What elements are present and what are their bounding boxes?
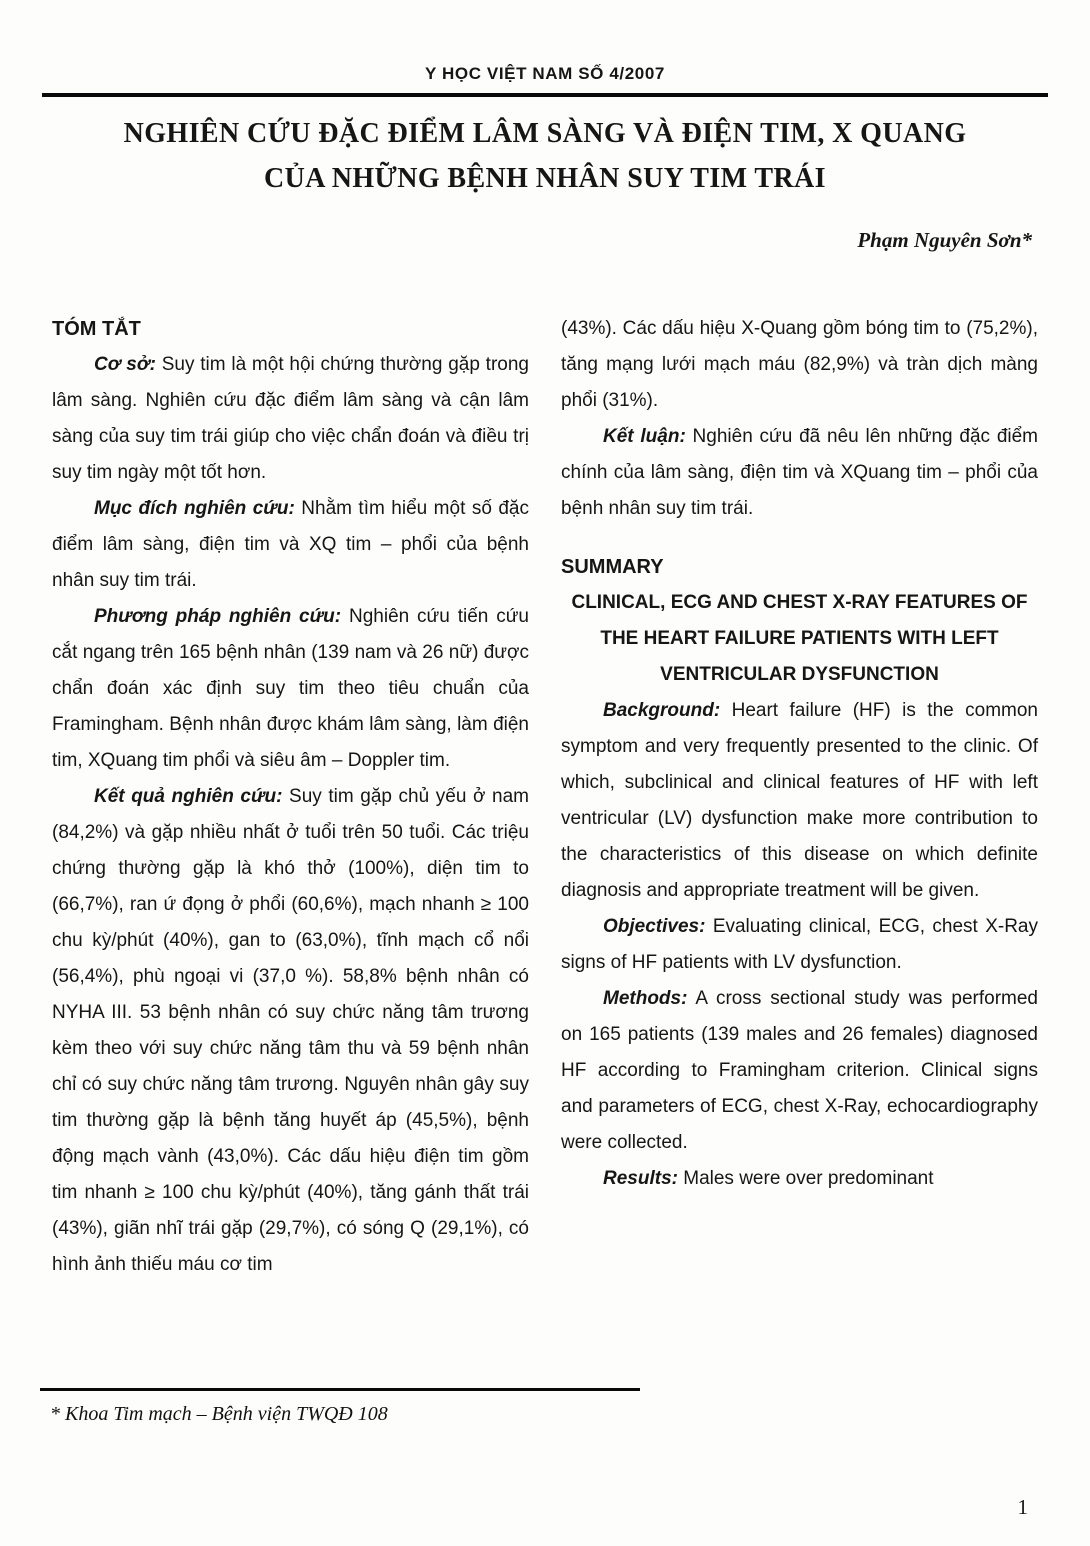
paragraph-lead: Background:: [603, 699, 721, 721]
right-column: [561, 311, 1038, 1283]
paragraph-lead: Kết quả nghiên cứu:: [94, 785, 283, 807]
summary-paragraph-results: [561, 1161, 1038, 1197]
paragraph-lead: Kết luận:: [603, 425, 686, 447]
paragraph-lead: Mục đích nghiên cứu:: [94, 497, 295, 519]
abstract-continuation-paragraph: [561, 311, 1038, 419]
paragraph-lead: Objectives:: [603, 915, 706, 937]
paragraph-text: Nghiên cứu đã nêu lên những đặc điểm chính của lâm sàng, điện tim và XQuang tim – phổi của bệnh nhân suy tim trái.: [561, 425, 1038, 519]
left-column: [52, 311, 529, 1283]
paragraph-text: Nhằm tìm hiểu một số đặc điểm lâm sàng, điện tim và XQ tim – phổi của bệnh nhân suy tim trái.: [52, 497, 529, 591]
journal-header-text: Y HỌC VIỆT NAM SỐ 4/2007: [425, 64, 665, 83]
paragraph-text: Nghiên cứu tiến cứu cắt ngang trên 165 bệnh nhân (139 nam và 26 nữ) được chẩn đoán xác định suy tim theo tiêu chuẩn của Framingham. Bệnh nhân được khám lâm sàng, làm điện tim, XQuang tim phổi và siêu âm – Doppler tim.: [52, 605, 529, 771]
footnote-rule: [40, 1388, 640, 1391]
paragraph-text: A cross sectional study was performed on 165 patients (139 males and 26 females) diagnosed HF according to Framingham criterion. Clinical signs and parameters of ECG, chest X-Ray, echocardiography were collected.: [561, 987, 1038, 1153]
author-name: Phạm Nguyên Sơn*: [857, 227, 1032, 252]
paragraph-text: Suy tim gặp chủ yếu ở nam (84,2%) và gặp nhiều nhất ở tuổi trên 50 tuổi. Các triệu chứng thường gặp là khó thở (100%), diện tim to (66,7%), ran ứ đọng ở phổi (60,6%), mạch nhanh ≥ 100 chu kỳ/phút (40%), gan to (63,0%), tĩnh mạch cổ nổi (56,4%), phù ngoại vi (37,0 %). 58,8% bệnh nhân có NYHA III. 53 bệnh nhân có suy chức năng tâm trương kèm theo với suy chức năng tâm thu và 59 bệnh nhân chỉ có suy chức năng tâm trương. Nguyên nhân gây suy tim thường gặp là bệnh tăng huyết áp (45,5%), bệnh động mạch vành (43,0%). Các dấu hiệu điện tim gồm tim nhanh ≥ 100 chu kỳ/phút (40%), tăng gánh thất trái (43%), giãn nhĩ trái gặp (29,7%), có sóng Q (29,1%), có hình ảnh thiếu máu cơ tim: [52, 785, 529, 1275]
abstract-paragraph-conclusion: [561, 419, 1038, 527]
article-title-line1: NGHIÊN CỨU ĐẶC ĐIỂM LÂM SÀNG VÀ ĐIỆN TIM, X QUANG: [123, 118, 967, 149]
summary-subtitle: CLINICAL, ECG AND CHEST X-RAY FEATURES OF THE HEART FAILURE PATIENTS WITH LEFT VENTRICULAR DYSFUNCTION: [571, 591, 1028, 685]
abstract-paragraph-objective: [52, 491, 529, 599]
summary-heading: SUMMARY: [561, 555, 664, 578]
footnote-text: * Khoa Tim mạch – Bệnh viện TWQĐ 108: [50, 1403, 388, 1425]
paragraph-text: Suy tim là một hội chứng thường gặp trong lâm sàng. Nghiên cứu đặc điểm lâm sàng và cận lâm sàng của suy tim trái giúp cho việc chẩn đoán và điều trị suy tim ngày một tốt hơn.: [52, 353, 529, 483]
header-rule: [42, 93, 1048, 97]
paragraph-text: (43%). Các dấu hiệu X-Quang gồm bóng tim to (75,2%), tăng mạng lưới mạch máu (82,9%) và tràn dịch màng phổi (31%).: [561, 317, 1038, 411]
article-title: [0, 111, 1090, 202]
abstract-paragraph-methods: [52, 599, 529, 779]
paragraph-lead: Results:: [603, 1167, 678, 1189]
summary-paragraph-objectives: [561, 909, 1038, 981]
paragraph-lead: Cơ sở:: [94, 353, 156, 375]
paragraph-text: Evaluating clinical, ECG, chest X-Ray signs of HF patients with LV dysfunction.: [561, 915, 1038, 973]
paragraph-lead: Methods:: [603, 987, 688, 1009]
article-title-line2: CỦA NHỮNG BỆNH NHÂN SUY TIM TRÁI: [264, 163, 826, 195]
page-number: 1: [1017, 1495, 1028, 1519]
abstract-heading: TÓM TẮT: [52, 317, 141, 340]
paragraph-text: Males were over predominant: [677, 1167, 934, 1189]
article-body: [0, 311, 1090, 1283]
footnote: [40, 1388, 640, 1426]
paragraph-lead: Phương pháp nghiên cứu:: [94, 605, 342, 627]
abstract-paragraph-background: [52, 347, 529, 491]
abstract-paragraph-results: [52, 779, 529, 1283]
paragraph-text: Heart failure (HF) is the common symptom and very frequently presented to the clinic. Of which, subclinical and clinical features of HF with left ventricular (LV) dysfunction make more contribution to the characteristics of this disease on which definite diagnosis and appropriate treatment will be given.: [561, 699, 1038, 901]
summary-paragraph-background: [561, 693, 1038, 909]
summary-paragraph-methods: [561, 981, 1038, 1161]
